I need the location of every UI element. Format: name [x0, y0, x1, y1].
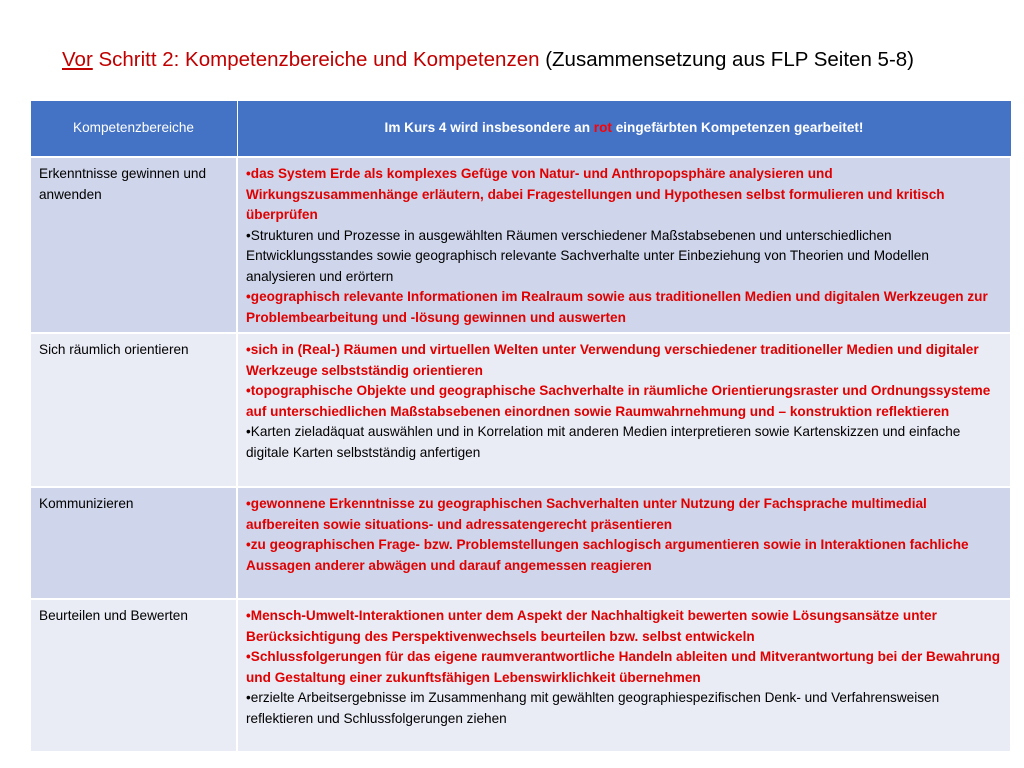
competence-item: •sich in (Real-) Räumen und virtuellen Welten unter Verwendung verschiedener traditioneller Medien und digitaler Werkzeuge selbstständig orientieren	[246, 342, 979, 378]
competence-item: •geographisch relevante Informationen im Realraum sowie aus traditionellen Medien und digitalen Werkzeugen zur Problembearbeitung und -lösung gewinnen und auswerten	[246, 289, 988, 325]
competence-item: •zu geographischen Frage- bzw. Problemstellungen sachlogisch argumentieren sowie in Interaktionen fachliche Aussagen anderer abwägen und darauf angemessen reagieren	[246, 537, 969, 573]
table-row	[30, 487, 1011, 599]
table-header-row	[30, 101, 1011, 158]
area-cell: Erkenntnisse gewinnen und anwenden	[30, 157, 237, 333]
competence-cell	[237, 487, 1011, 599]
competence-item: •topographische Objekte und geographische Sachverhalte in räumliche Orientierungsraster und Ordnungssysteme auf unterschiedlichen Maßstabsebenen einordnen sowie Raumwahrnehmung und – konstruktion reflektieren	[246, 383, 991, 419]
header-kurs-note	[237, 101, 1011, 158]
area-cell: Kommunizieren	[30, 487, 237, 599]
competence-item: •Karten zieladäquat auswählen und in Korrelation mit anderen Medien interpretieren sowie Kartenskizzen und einfache digitale Karten selbstständig anfertigen	[246, 424, 961, 460]
competence-cell	[237, 599, 1011, 752]
competence-table	[29, 100, 1012, 753]
title-vor: Vor	[62, 48, 93, 71]
competence-item: •erzielte Arbeitsergebnisse im Zusammenhang mit gewählten geographiespezifischen Denk- und Verfahrensweisen reflektieren und Schlussfolgerungen ziehen	[246, 690, 940, 726]
slide-title	[62, 48, 914, 72]
header-kompetenzbereiche: Kompetenzbereiche	[30, 101, 237, 158]
header-note-red-word: rot	[593, 120, 612, 136]
competence-item: •das System Erde als komplexes Gefüge von Natur- und Anthropopsphäre analysieren und Wirkungszusammenhänge erläutern, dabei Fragestellungen und Hypothesen selbst formulieren und kritisch überprüfen	[246, 166, 945, 222]
area-cell: Beurteilen und Bewerten	[30, 599, 237, 752]
competence-item: •gewonnene Erkenntnisse zu geographischen Sachverhalten unter Nutzung der Fachsprache multimedial aufbereiten sowie situations- und adressatengerecht präsentieren	[246, 496, 927, 532]
competence-cell	[237, 333, 1011, 487]
title-main: Schritt 2: Kompetenzbereiche und Kompetenzen	[92, 48, 540, 71]
table-body	[30, 157, 1011, 752]
competence-item: •Mensch-Umwelt-Interaktionen unter dem Aspekt der Nachhaltigkeit bewerten sowie Lösungsansätze unter Berücksichtigung des Perspektivenwechsels beurteilen bzw. selbst entwickeln	[246, 608, 937, 644]
competence-item: •Schlussfolgerungen für das eigene raumverantwortliche Handeln ableiten und Mitverantwortung bei der Bewahrung und Gestaltung einer zukunftsfähigen Lebenswirklichkeit übernehmen	[246, 649, 1001, 685]
table-row	[30, 157, 1011, 333]
header-note-post: eingefärbten Kompetenzen gearbeitet!	[611, 120, 864, 136]
header-note-pre: Im Kurs 4 wird insbesondere an	[384, 120, 594, 136]
table-row	[30, 599, 1011, 752]
area-cell: Sich räumlich orientieren	[30, 333, 237, 487]
competence-item: •Strukturen und Prozesse in ausgewählten Räumen verschiedener Maßstabsebenen und unterschiedlichen Entwicklungsstandes sowie geographisch relevante Sachverhalte unter Einbeziehung von Theorien und Modellen analysieren und erörtern	[246, 227, 929, 284]
table-row	[30, 333, 1011, 487]
title-paren: (Zusammensetzung aus FLP Seiten 5-8)	[539, 48, 914, 71]
competence-cell	[237, 157, 1011, 333]
